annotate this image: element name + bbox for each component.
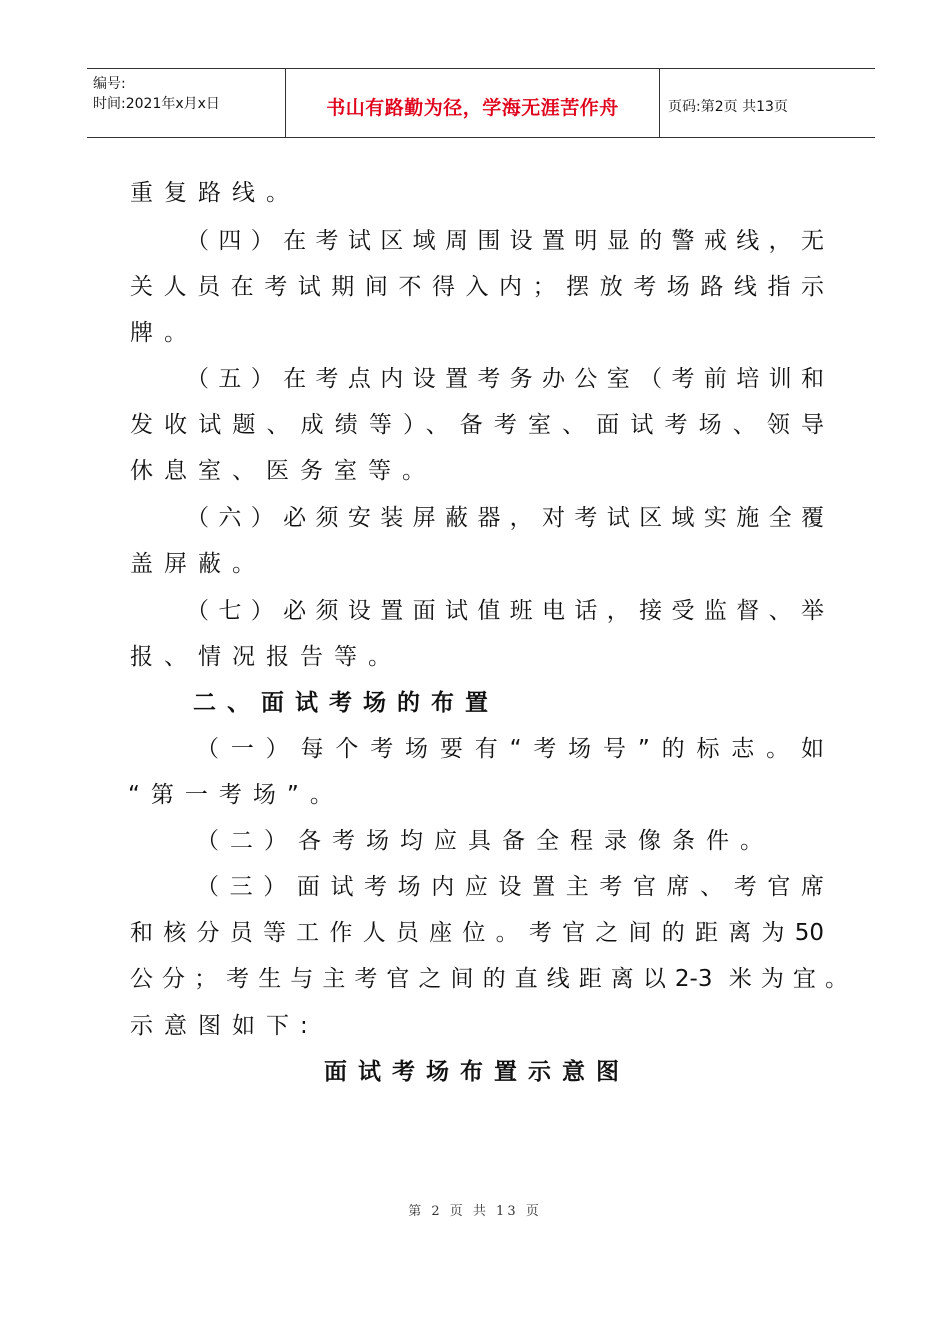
body-line: （二）各考场均应具备全程录像条件。 <box>196 828 774 854</box>
section-heading: 二、面试考场的布置 <box>193 690 499 716</box>
body-line: 休息室、医务室等。 <box>130 458 436 484</box>
body-line: 和核分员等工作人员座位。考官之间的距离为50 <box>130 920 824 946</box>
diagram-title: 面试考场布置示意图 <box>324 1059 630 1085</box>
body-line: （七）必须设置面试值班电话，接受监督、举 <box>186 598 824 624</box>
body-line: （一）每个考场要有“考场号”的标志。如 <box>196 736 824 762</box>
body-line: 盖屏蔽。 <box>130 551 266 577</box>
body-line: 重复路线。 <box>130 180 300 206</box>
header-motto: 书山有路勤为径，学海无涯苦作舟 <box>326 97 619 119</box>
body-line: （四）在考试区域周围设置明显的警戒线，无 <box>186 228 824 254</box>
body-line: 发收试题、成绩等）、备考室、面试考场、领导 <box>130 412 824 438</box>
page-header <box>87 68 875 138</box>
body-line: （五）在考点内设置考务办公室（考前培训和 <box>186 366 824 392</box>
body-line: 关人员在考试期间不得入内；摆放考场路线指示 <box>130 274 824 300</box>
body-line: “第一考场”。 <box>128 782 344 808</box>
document-number-label: 编号: <box>93 76 126 92</box>
header-motto-cell <box>285 69 660 137</box>
header-page-cell <box>660 69 875 137</box>
document-time-label: 时间:2021年x月x日 <box>93 96 220 112</box>
body-line: （三）面试考场内应设置主考官席、考官席 <box>196 874 824 900</box>
body-line: （六）必须安装屏蔽器，对考试区域实施全覆 <box>186 505 824 531</box>
body-line: 牌。 <box>130 320 198 346</box>
body-line: 公分；考生与主考官之间的直线距离以2-3 米为宜。 <box>130 966 848 992</box>
body-line: 报、情况报告等。 <box>130 644 402 670</box>
header-meta-cell <box>87 69 285 137</box>
header-page-info: 页码:第2页 共13页 <box>668 99 788 115</box>
page-footer: 第 2 页 共 13 页 <box>408 1204 542 1219</box>
body-line: 示意图如下: <box>130 1013 319 1039</box>
